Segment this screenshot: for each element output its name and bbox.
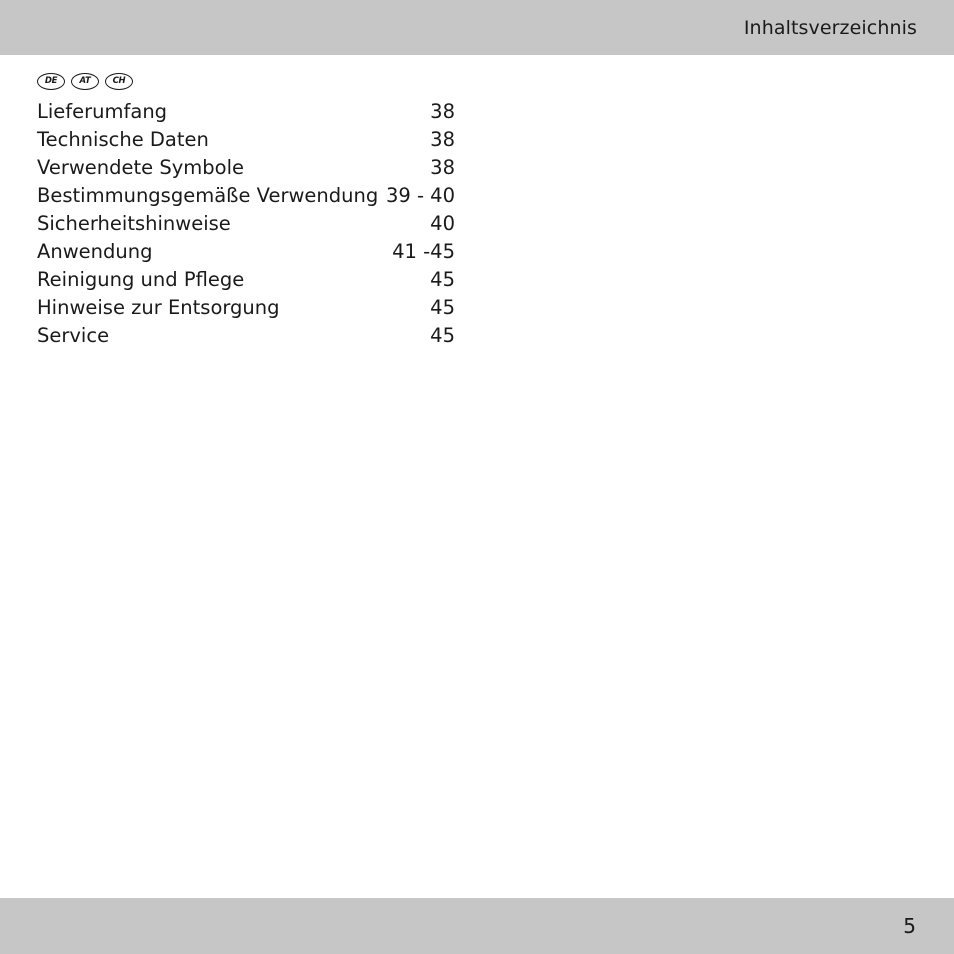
toc-entry-sicherheitshinweise bbox=[37, 210, 455, 238]
page-number: 5 bbox=[903, 914, 916, 938]
toc-entry-title: Verwendete Symbole bbox=[37, 156, 244, 179]
section-title: Inhaltsverzeichnis bbox=[743, 17, 917, 39]
toc-entry-anwendung bbox=[37, 238, 455, 266]
toc-entry-title: Service bbox=[37, 324, 110, 347]
toc-entry-pages: 41 -45 bbox=[392, 240, 455, 263]
toc-entry-title: Hinweise zur Entsorgung bbox=[37, 296, 280, 319]
toc-entry-reinigung-und-pflege bbox=[37, 266, 455, 294]
toc-entry-verwendete-symbole bbox=[37, 154, 455, 182]
toc-entry-title: Reinigung und Pflege bbox=[37, 268, 245, 291]
toc-entry-title: Bestimmungsgemäße Verwendung bbox=[37, 184, 379, 207]
toc-entry-hinweise-zur-entsorgung bbox=[37, 294, 455, 322]
toc-entry-bestimmungsgemaesse-verwendung bbox=[37, 182, 455, 210]
toc-entry-pages: 38 bbox=[430, 156, 455, 179]
toc-entry-pages: 40 bbox=[430, 212, 455, 235]
footer-bar bbox=[0, 898, 954, 954]
toc-entry-service bbox=[37, 322, 455, 350]
toc-entry-pages: 45 bbox=[430, 324, 455, 347]
toc-entry-pages: 38 bbox=[430, 128, 455, 151]
toc-entry-pages: 38 bbox=[430, 100, 455, 123]
toc-entry-technische-daten bbox=[37, 126, 455, 154]
toc-entry-title: Sicherheitshinweise bbox=[37, 212, 231, 235]
toc-entry-pages: 39 - 40 bbox=[385, 184, 455, 207]
toc-entry-title: Technische Daten bbox=[37, 128, 209, 151]
country-badge-de: DE bbox=[37, 73, 65, 90]
toc-entry-pages: 45 bbox=[430, 268, 455, 291]
toc-entry-title: Lieferumfang bbox=[37, 100, 168, 123]
toc-entry-lieferumfang bbox=[37, 98, 455, 126]
country-badges bbox=[37, 73, 133, 90]
country-badge-at: AT bbox=[71, 73, 99, 90]
country-badge-ch: CH bbox=[105, 73, 133, 90]
header-bar bbox=[0, 0, 954, 55]
table-of-contents bbox=[37, 98, 455, 350]
toc-entry-pages: 45 bbox=[430, 296, 455, 319]
toc-entry-title: Anwendung bbox=[37, 240, 153, 263]
